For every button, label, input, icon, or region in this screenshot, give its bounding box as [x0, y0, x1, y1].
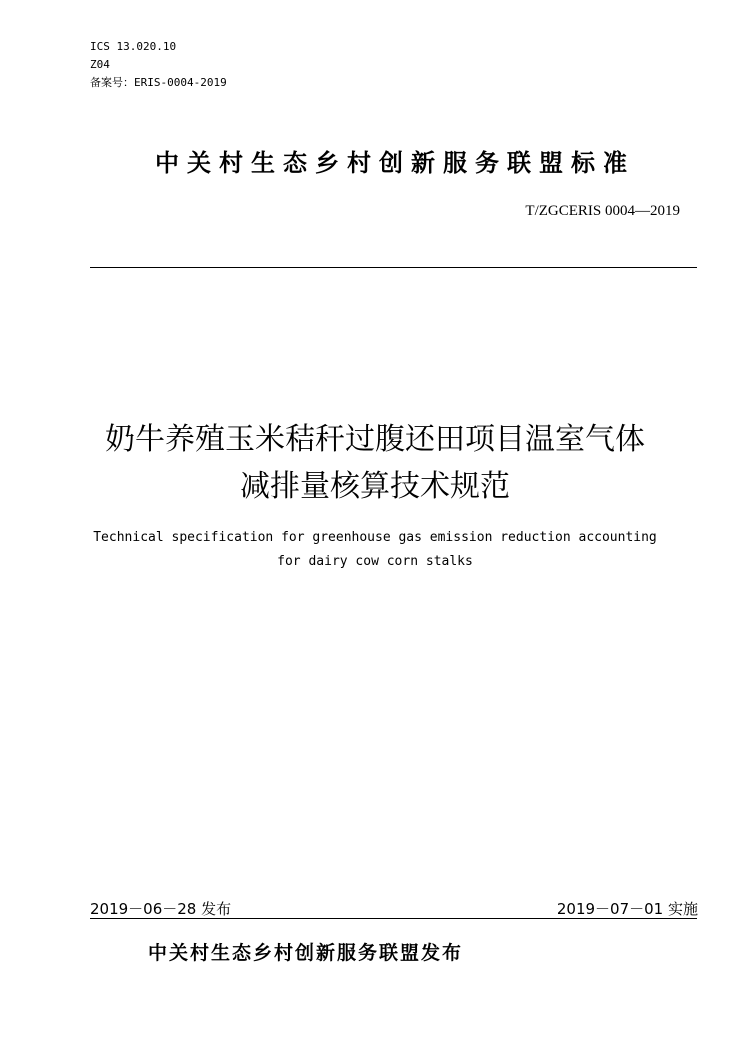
implementation-date: 2019－07－01 实施	[556, 900, 698, 918]
publisher-name: 中关村生态乡村创新服务联盟发布	[148, 942, 464, 964]
title-cn-line-2: 减排量核算技术规范	[240, 469, 510, 504]
classification-code: Z04	[90, 58, 110, 71]
title-cn-line-1: 奶牛养殖玉米秸秆过腹还田项目温室气体	[105, 422, 645, 457]
document-title-english	[10, 526, 740, 574]
title-en-line-2: for dairy cow corn stalks	[277, 554, 473, 569]
organization-standard-title: 中关村生态乡村创新服务联盟标准	[155, 149, 635, 177]
document-title-chinese	[20, 416, 730, 510]
release-date: 2019－06－28 发布	[90, 900, 232, 918]
standard-metadata	[90, 38, 227, 92]
header-divider	[90, 267, 697, 268]
ics-code: ICS 13.020.10	[90, 40, 177, 53]
title-en-line-1: Technical specification for greenhouse gas emission reduction accounting	[93, 530, 657, 545]
standard-number: T/ZGCERIS 0004—2019	[525, 203, 680, 219]
footer-divider	[90, 918, 697, 919]
filing-number: 备案号：ERIS-0004-2019	[90, 76, 227, 89]
